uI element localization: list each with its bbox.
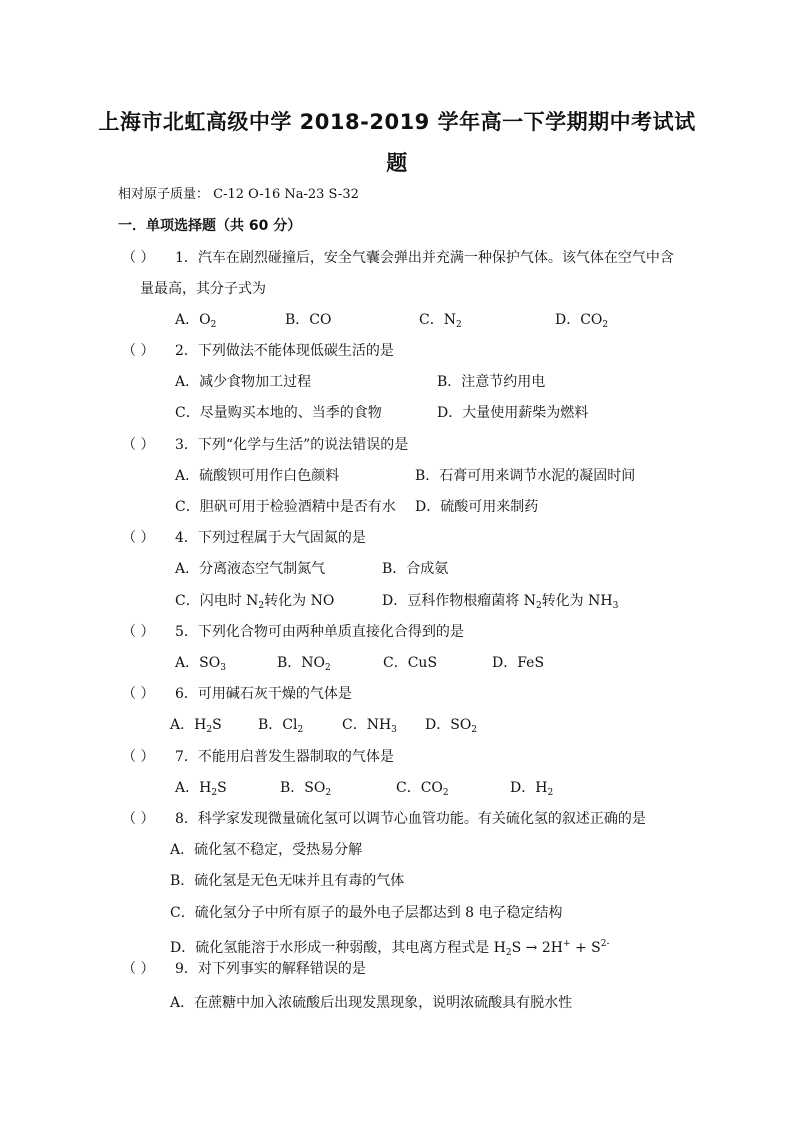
answer-blank[interactable]: （ ） xyxy=(122,961,155,977)
question-5-stem: 5．下列化合物可由两种单质直接化合得到的是 xyxy=(175,624,464,640)
question-3-option-c: C．胆矾可用于检验酒精中是否有水 xyxy=(175,499,396,515)
question-1-option-b: B．CO xyxy=(285,312,332,328)
atomic-masses: 相对原子质量： C-12 O-16 Na-23 S-32 xyxy=(118,187,359,202)
question-7-option-b: B．$SO_2$ xyxy=(280,780,332,798)
question-4-option-b: B．合成氨 xyxy=(382,561,449,577)
question-8-option-a: A．硫化氢不稳定，受热易分解 xyxy=(170,842,363,858)
question-9-stem: 9．对下列事实的解释错误的是 xyxy=(175,961,366,977)
question-4-option-d: D．豆科作物根瘤菌将 $N_2$转化为 $NH_3$ xyxy=(382,593,619,611)
answer-blank[interactable]: （ ） xyxy=(122,530,155,546)
question-2-option-b: B．注意节约用电 xyxy=(437,374,546,390)
question-8-option-c: C．硫化氢分子中所有原子的最外电子层都达到 8 电子稳定结构 xyxy=(170,905,563,921)
question-6-option-b: B．$Cl_2$ xyxy=(258,717,304,735)
question-3-stem: 3．下列“化学与生活”的说法错误的是 xyxy=(175,437,409,453)
question-1-stem-cont: 量最高，其分子式为 xyxy=(140,281,266,297)
question-1-option-c: C．$N_2$ xyxy=(419,312,462,330)
question-1-option-d: D．$CO_2$ xyxy=(555,312,609,330)
question-5-option-d: D．FeS xyxy=(492,655,545,671)
question-6-option-c: C．$NH_3$ xyxy=(342,717,397,735)
answer-blank[interactable]: （ ） xyxy=(122,686,155,702)
question-2-option-d: D．大量使用薪柴为燃料 xyxy=(437,405,589,421)
question-1-stem: 1．汽车在剧烈碰撞后，安全气囊会弹出并充满一种保护气体。该气体在空气中含 xyxy=(175,250,674,266)
answer-blank[interactable]: （ ） xyxy=(122,811,155,827)
question-6-stem: 6．可用碱石灰干燥的气体是 xyxy=(175,686,352,702)
page-title: 上海市北虹高级中学 2018-2019 学年高一下学期期中考试试 xyxy=(98,110,696,134)
question-2-stem: 2．下列做法不能体现低碳生活的是 xyxy=(175,343,394,359)
question-1-option-a: A．$O_2$ xyxy=(175,312,217,330)
page-title-continued: 题 xyxy=(386,151,408,175)
question-7-option-d: D．$H_2$ xyxy=(510,780,554,798)
question-9-option-a: A．在蔗糖中加入浓硫酸后出现发黑现象，说明浓硫酸具有脱水性 xyxy=(170,995,573,1011)
answer-blank[interactable]: （ ） xyxy=(122,343,155,359)
question-3-option-d: D．硫酸可用来制药 xyxy=(415,499,539,515)
answer-blank[interactable]: （ ） xyxy=(122,437,155,453)
question-8-option-b: B．硫化氢是无色无味并且有毒的气体 xyxy=(170,873,405,889)
question-4-option-c: C．闪电时 $N_2$转化为 NO xyxy=(175,593,335,611)
answer-blank[interactable]: （ ） xyxy=(122,749,155,765)
question-3-option-a: A．硫酸钡可用作白色颜料 xyxy=(175,468,340,484)
question-8-option-d: D．硫化氢能溶于水形成一种弱酸，其电离方程式是 $H_2S \to 2H^+ + S^{2-}$ xyxy=(170,939,610,958)
answer-blank[interactable]: （ ） xyxy=(122,250,155,266)
section-heading: 一．单项选择题（共 60 分） xyxy=(118,218,302,234)
question-7-stem: 7．不能用启普发生器制取的气体是 xyxy=(175,749,394,765)
question-6-option-d: D．$SO_2$ xyxy=(425,717,478,735)
question-7-option-a: A．$H_2S$ xyxy=(175,780,227,798)
question-4-option-a: A．分离液态空气制氮气 xyxy=(175,561,326,577)
question-4-stem: 4．下列过程属于大气固氮的是 xyxy=(175,530,366,546)
question-6-option-a: A．$H_2S$ xyxy=(170,717,222,735)
question-5-option-c: C．CuS xyxy=(383,655,438,671)
question-2-option-c: C．尽量购买本地的、当季的食物 xyxy=(175,405,382,421)
question-7-option-c: C．$CO_2$ xyxy=(396,780,449,798)
question-5-option-b: B．$NO_2$ xyxy=(277,655,331,673)
question-3-option-b: B．石膏可用来调节水泥的凝固时间 xyxy=(415,468,636,484)
answer-blank[interactable]: （ ） xyxy=(122,624,155,640)
question-8-stem: 8．科学家发现微量硫化氢可以调节心血管功能。有关硫化氢的叙述正确的是 xyxy=(175,811,646,827)
question-2-option-a: A．减少食物加工过程 xyxy=(175,374,312,390)
question-5-option-a: A．$SO_3$ xyxy=(175,655,226,673)
